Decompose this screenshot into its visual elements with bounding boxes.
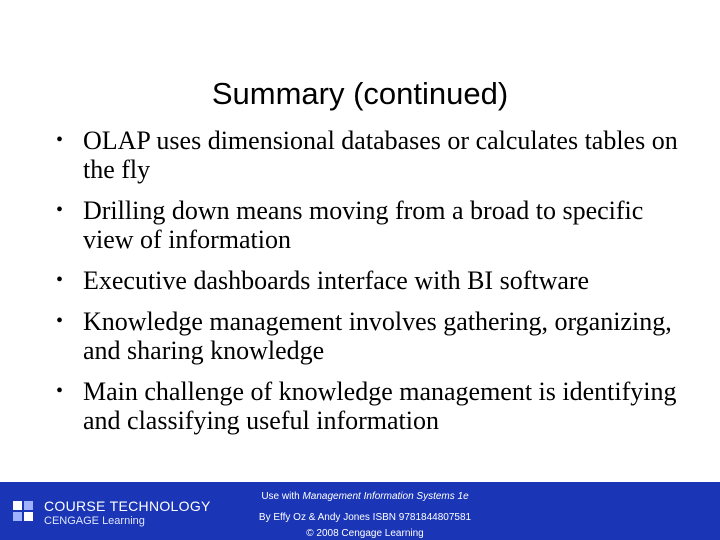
bullet-icon: • — [56, 310, 64, 332]
footer-copyright: © 2008 Cengage Learning — [306, 528, 424, 539]
logo-text-cengage: CENGAGE Learning — [44, 515, 145, 527]
bullet-icon: • — [56, 199, 64, 221]
bullet-text: Drilling down means moving from a broad to specific view of information — [83, 196, 644, 254]
bullet-text: Executive dashboards interface with BI software — [83, 266, 590, 295]
bullet-item — [54, 377, 694, 435]
bullet-icon: • — [56, 129, 64, 151]
bullet-list — [54, 126, 694, 447]
logo-text-course-technology: COURSE TECHNOLOGY — [44, 498, 211, 514]
footer-line-1 — [215, 491, 515, 502]
slide-title: Summary (continued) — [211, 76, 509, 111]
course-technology-logo-icon — [12, 498, 38, 524]
bullet-item — [54, 266, 694, 295]
publisher-logo — [12, 496, 212, 528]
footer-line-2: By Effy Oz & Andy Jones ISBN 9781844807581 — [258, 512, 472, 523]
bullet-text: Main challenge of knowledge management is identifying and classifying useful information — [83, 377, 677, 435]
bullet-icon: • — [56, 380, 64, 402]
bullet-text: Knowledge management involves gathering, organizing, and sharing knowledge — [83, 307, 672, 365]
footer-use-with: Use with — [261, 491, 303, 502]
footer-bar — [0, 482, 720, 540]
bullet-item — [54, 307, 694, 365]
bullet-item — [54, 126, 694, 184]
footer-book-title: Management Information Systems 1e — [302, 491, 469, 502]
bullet-text: OLAP uses dimensional databases or calculates tables on the fly — [83, 126, 678, 184]
bullet-icon: • — [56, 269, 64, 291]
bullet-item — [54, 196, 694, 254]
